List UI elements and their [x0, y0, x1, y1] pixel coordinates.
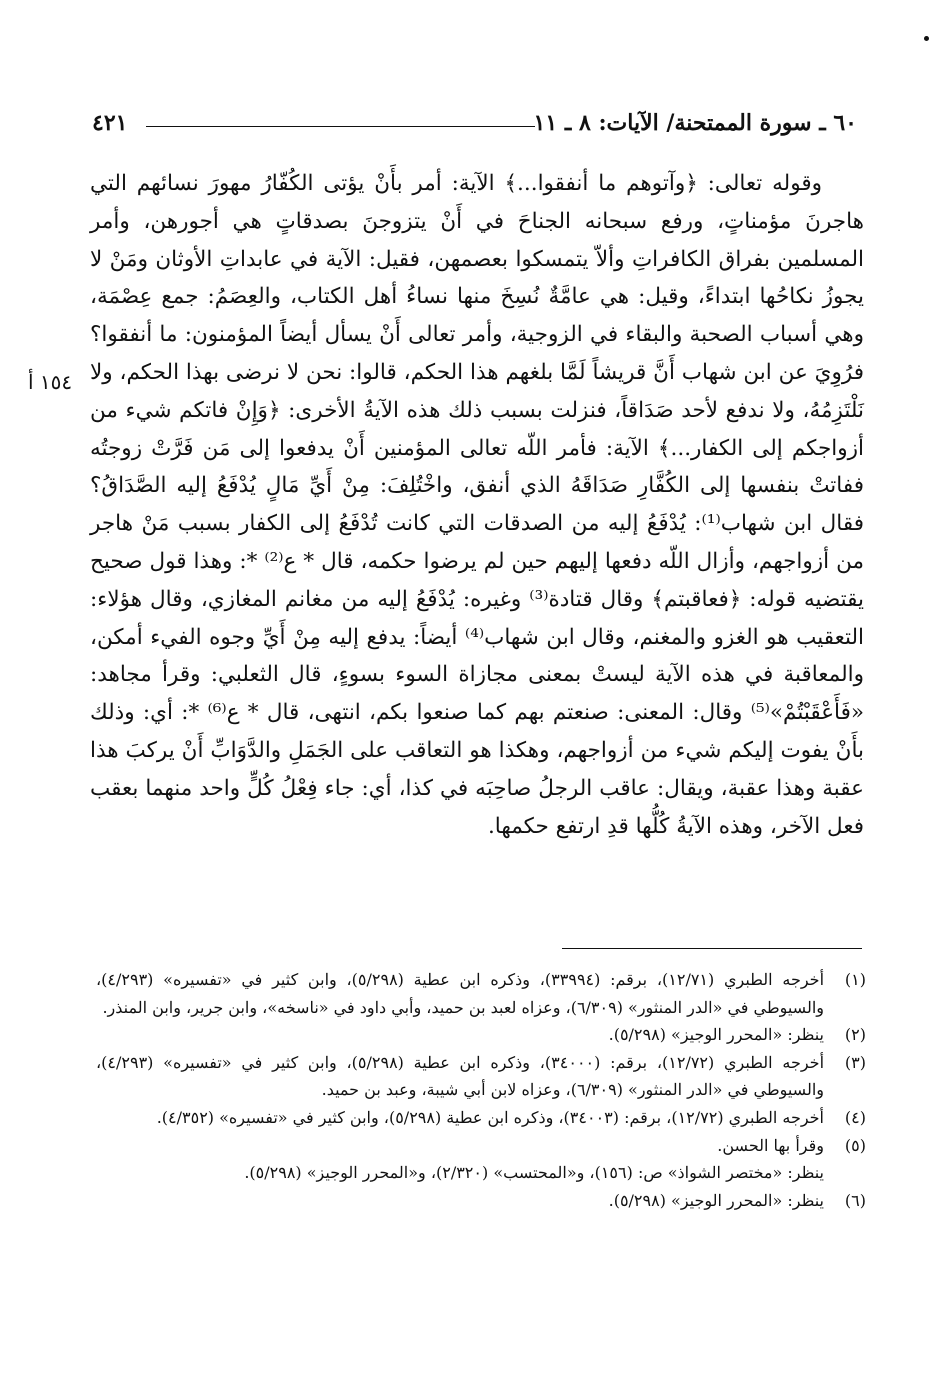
manuscript-folio-marker: ١٥٤ أ — [28, 370, 73, 394]
footnote-text: أخرجه الطبري (١٢/٧١)، برقم: (٣٣٩٩٤)، وذكره ابن عطية (٥/٢٩٨)، وابن كثير في «تفسيره» (٤/٢٩٣)، والسيوطي في «الدر المنثور» (٦/٣٠٩)، وعزاه لعبد بن حميد، وأبي داود في «ناسخه»، وابن جرير، وابن المنذر. — [96, 970, 825, 1017]
footnotes — [96, 966, 866, 1214]
footnote-number: (٣) — [844, 1052, 866, 1072]
main-text — [90, 165, 864, 845]
footnote-1 — [96, 966, 866, 1021]
footnote-separator — [562, 948, 862, 949]
footnote-number: (٦) — [844, 1190, 866, 1210]
footnote-5 — [96, 1132, 866, 1160]
body-paragraph: وقوله تعالى: ﴿وآتوهم ما أنفقوا...﴾ الآية: أمر بأَنْ يؤتى الكُفّارُ مهورَ نسائهم التي هاجرنَ مؤمناتٍ، ورفع سبحانه الجناحَ في أَنْ يتزوجنَ بصدقاتٍ هي أجورهن، وأمر المسلمين بفراق الكافراتِ وألاّ يتمسكوا بعصمهن، فقيل: الآية في عابداتِ الأوثان ومَنْ لا يجوزُ نكاحُها ابتداءً، وقيل: هي عامَّةٌ نُسِخَ منها نساءُ أهل الكتاب، والعِصَمُ: جمع عِصْمَة، وهي أسباب الصحبة والبقاء في الزوجية، وأمر تعالى أَنْ يسأل أيضاً المؤمنون: ما أنفقوا؟ فرُوِيَ عن ابن شهاب أَنَّ قريشاً لَمَّا بلغهم هذا الحكم، قالوا: نحن لا نرضى بهذا الحكم، ولا نَلْتَزِمُهُ، ولا ندفع لأحد صَدَاقاً، فنزلت بسبب ذلك هذه الآيةُ الأخرى: ﴿وَإِنْ فاتكم شيء من أزواجكم إلى الكفار...﴾ الآية: فأمر اللّه تعالى المؤمنين أَنْ يدفعوا إلى مَن فَرَّتْ زوجتُه ففاتتْ بنفسها إلى الكُفَّارِ صَدَاقَهُ الذي أنفق، واخْتُلِفَ: مِنْ أَيِّ مَالٍ يُدْفَعُ إليه الصَّدَاقُ؟ فقال ابن شهاب⁽¹⁾: يُدْفَعُ إليه من الصدقات التي كانت تُدْفَعُ إلى الكفار بسبب مَنْ هاجر من أزواجهم، وأزال اللّه دفعها إليهم حين لم يرضوا حكمه، قال * ع⁽²⁾ *: وهذا قول صحيح يقتضيه قوله: ﴿فعاقبتم﴾ وقال قتادة⁽³⁾ وغيره: يُدْفَعُ إليه من مغانم المغازي، وقال هؤلاء: التعقيب هو الغزو والمغنم، وقال ابن شهاب⁽⁴⁾ أيضاً: يدفع إليه مِنْ أَيِّ وجوه الفيء أمكن، والمعاقبة في هذه الآية ليستْ بمعنى مجازاة السوء بسوءٍ، قال الثعلبي: وقرأ مجاهد: «فَأَعْقَبْتُمْ»⁽⁵⁾ وقال: المعنى: صنعتم بهم كما صنعوا بكم، انتهى، قال * ع⁽⁶⁾ *: أي: وذلك بأَنْ يفوت إليكم شيء من أزواجهم، وهكذا هو التعاقب على الجَمَلِ والدَّوَابِّ أَنْ يركبَ هذا عقبة وهذا عقبة، ويقال: عاقب الرجلُ صاحِبَه في كذا، أي: جاء فِعْلُ كُلٍّ واحد منهما بعقب فعل الآخر، وهذه الآيةُ كُلُّها قدِ ارتفع حكمها. — [90, 171, 865, 839]
footnote-6 — [96, 1187, 866, 1215]
footnote-text: أخرجه الطبري (١٢/٧٢)، برقم: (٣٤٠٠٣)، وذكره ابن عطية (٥/٢٩٨)، وابن كثير في «تفسيره» (٤/٣٥٢). — [156, 1107, 824, 1127]
footnote-4 — [96, 1104, 866, 1132]
page-number: ٤٢١ — [92, 110, 128, 136]
footnote-text: أخرجه الطبري (١٢/٧٢)، برقم: (٣٤٠٠٠)، وذكره ابن عطية (٥/٢٩٨)، وابن كثير في «تفسيره» (٤/٢٩٣)، والسيوطي في «الدر المنثور» (٦/٣٠٩)، وعزاه لابن أبي شيبة، وعبد بن حميد. — [96, 1052, 825, 1100]
footnote-2 — [96, 1021, 866, 1049]
footnote-text: ينظر: «المحرر الوجيز» (٥/٢٩٨). — [608, 1190, 824, 1210]
footnote-text: وقرأ بها الحسن. — [717, 1135, 824, 1155]
running-header-title: ٦٠ ـ سورة الممتحنة/ الآيات: ٨ ـ ١١ — [533, 110, 857, 136]
footnote-number: (٤) — [844, 1107, 866, 1127]
footnote-5-continuation: ينظر: «مختصر الشواذ» ص: (١٥٦)، و«المحتسب» (٢/٣٢٠)، و«المحرر الوجيز» (٥/٢٩٨). — [244, 1163, 824, 1183]
header-rule — [146, 126, 535, 127]
footnote-number: (٢) — [844, 1025, 866, 1045]
footnote-number: (١) — [844, 970, 866, 989]
page-header — [92, 104, 857, 144]
footnote-number: (٥) — [844, 1135, 866, 1155]
footnote-3 — [96, 1049, 866, 1104]
footnote-text: ينظر: «المحرر الوجيز» (٥/٢٩٨). — [608, 1025, 824, 1045]
corner-dot — [924, 36, 929, 41]
